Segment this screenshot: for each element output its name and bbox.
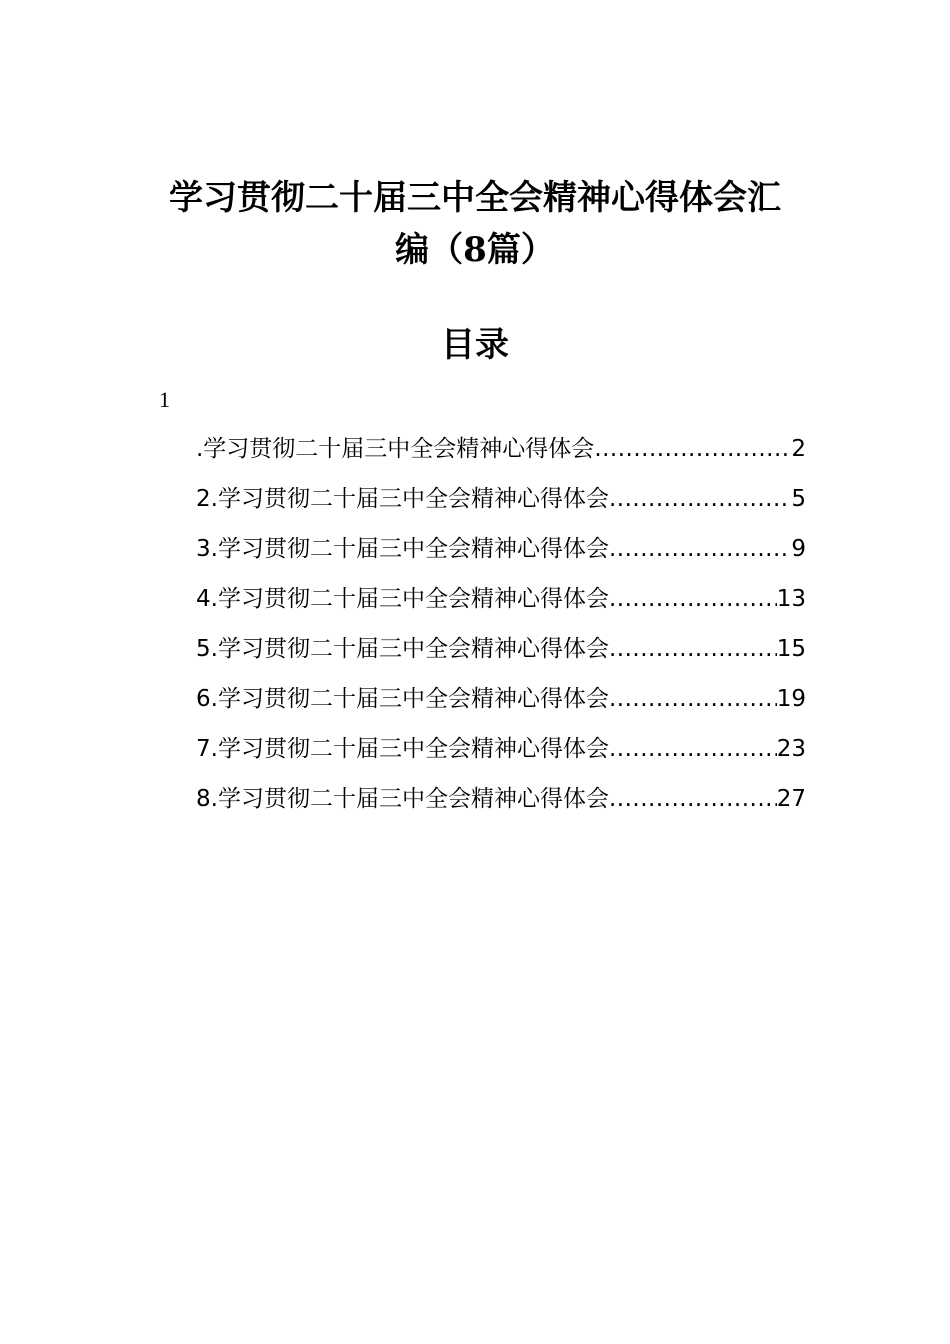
toc-dot-leader [594,430,791,468]
toc-page-number: 9 [791,536,806,562]
toc-dot-leader [609,680,777,718]
toc-page-number: 27 [776,786,806,812]
toc-entry[interactable] [196,780,806,830]
toc-entry-label: 6.学习贯彻二十届三中全会精神心得体会 [196,686,609,712]
document-title-line-2: 编（8篇） [395,230,555,270]
toc-entry-label: .学习贯彻二十届三中全会精神心得体会 [196,436,595,462]
toc-entry[interactable] [196,630,806,680]
toc-dot-leader [609,480,791,518]
toc-page-number: 2 [791,436,806,462]
toc-entry-label: 4.学习贯彻二十届三中全会精神心得体会 [196,586,609,612]
table-of-contents [196,430,806,830]
toc-entry-label: 5.学习贯彻二十届三中全会精神心得体会 [196,636,609,662]
toc-page-number: 23 [776,736,806,762]
document-title-line-1: 学习贯彻二十届三中全会精神心得体会汇 [169,178,781,218]
toc-page-number: 5 [791,486,806,512]
toc-entry[interactable] [196,730,806,780]
toc-entry[interactable] [196,480,806,530]
toc-entry-label: 3.学习贯彻二十届三中全会精神心得体会 [196,536,609,562]
toc-entry-label: 8.学习贯彻二十届三中全会精神心得体会 [196,786,609,812]
toc-dot-leader [609,780,777,818]
toc-page-number: 13 [776,586,806,612]
toc-entry-label: 2.学习贯彻二十届三中全会精神心得体会 [196,486,609,512]
toc-heading: 目录 [441,325,509,365]
toc-dot-leader [609,630,777,668]
toc-entry[interactable] [196,530,806,580]
toc-entry[interactable] [196,430,806,480]
toc-entry[interactable] [196,580,806,630]
toc-entry[interactable] [196,680,806,730]
paragraph-number: 1 [159,387,170,412]
toc-dot-leader [609,580,777,618]
toc-entry-label: 7.学习贯彻二十届三中全会精神心得体会 [196,736,609,762]
toc-page-number: 15 [776,636,806,662]
toc-page-number: 19 [776,686,806,712]
toc-dot-leader [609,530,791,568]
toc-dot-leader [609,730,777,768]
